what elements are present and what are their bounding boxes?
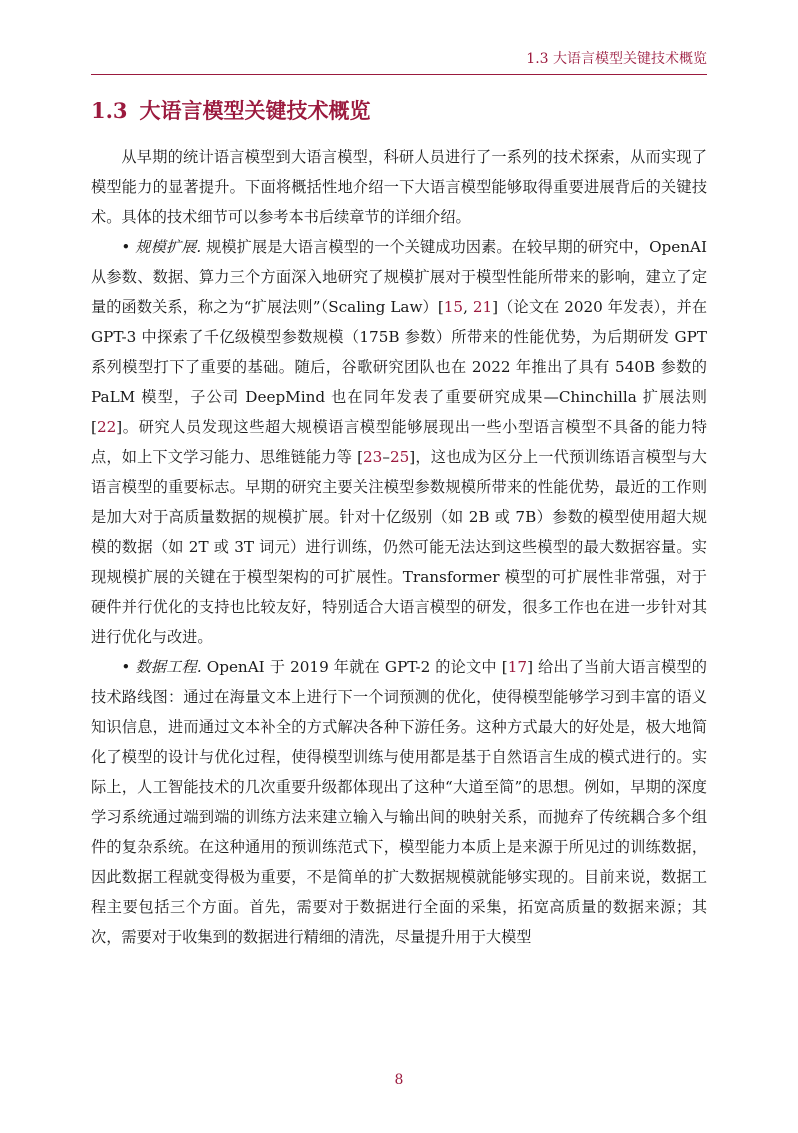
body-text <box>91 142 707 952</box>
running-header-title: 1.3 大语言模型关键技术概览 <box>526 51 707 67</box>
citation-separator: , <box>463 298 473 316</box>
data-engineering-paragraph <box>91 652 707 952</box>
scaling-text-2: ]（论文在 2020 年发表），并在 GPT-3 中探索了千亿级模型参数规模（175B 参数）所带来的性能优势，为后期研发 GPT 系列模型打下了重要的基础。随后，谷歌研究团队也在 2022 年推出了具有 540B 参数的 PaLM 模型，子公司 DeepMind 也在同年发表了重要研究成果—Chinchilla 扩展法则 [ <box>91 298 708 436</box>
section-title: 大语言模型关键技术概览 <box>139 98 371 123</box>
citation-link[interactable]: 25 <box>389 448 410 466</box>
section-number: 1.3 <box>91 98 128 123</box>
citation-link[interactable]: 23 <box>363 448 383 466</box>
section-heading <box>91 96 371 126</box>
page-number: 8 <box>394 1072 404 1088</box>
citation-range-dash: – <box>382 448 390 466</box>
scaling-text-3: ]。研究人员发现这些超大规模语言模型能够展现出一些小型语言模型不具备的能力特点，如上下文学习能力、思维链能力等 [ <box>91 418 707 466</box>
scaling-paragraph <box>91 232 707 652</box>
intro-paragraph: 从早期的统计语言模型到大语言模型，科研人员进行了一系列的技术探索，从而实现了模型能力的显著提升。下面将概括性地介绍一下大语言模型能够取得重要进展背后的关键技术。具体的技术细节可以参考本书后续章节的详细介绍。 <box>91 148 707 226</box>
data-text-2: ] 给出了当前大语言模型的技术路线图：通过在海量文本上进行下一个词预测的优化，使得模型能够学习到丰富的语义知识信息，进而通过文本补全的方式解决各种下游任务。这种方式最大的好处是，极大地简化了模型的设计与优化过程，使得模型训练与使用都是基于自然语言生成的模式进行的。实际上，人工智能技术的几次重要升级都体现出了这种“大道至简”的思想。例如，早期的深度学习系统通过端到端的训练方法来建立输入与输出间的映射关系，而抛弃了传统耦合多个组件的复杂系统。在这种通用的预训练范式下，模型能力本质上是来源于所见过的训练数据，因此数据工程就变得极为重要，不是简单的扩大数据规模就能够实现的。目前来说，数据工程主要包括三个方面。首先，需要对于数据进行全面的采集，拓宽高质量的数据来源；其次，需要对于收集到的数据进行精细的清洗，尽量提升用于大模型 <box>91 658 707 946</box>
bullet-icon: • <box>121 658 131 676</box>
scaling-text-4: ]，这也成为区分上一代预训练语言模型与大语言模型的重要标志。早期的研究主要关注模型参数规模所带来的性能优势，最近的工作则是加大对于高质量数据的规模扩展。针对十亿级别（如 2B 或 7B）参数的模型使用超大规模的数据（如 2T 或 3T 词元）进行训练，仍然可能无法达到这些模型的最大数据容量。实现规模扩展的关键在于模型架构的可扩展性。Transformer 模型的可扩展性非常强，对于硬件并行优化的支持也比较友好，特别适合大语言模型的研发，很多工作也在进一步针对其进行优化与改进。 <box>91 448 707 646</box>
bullet-term-data: 数据工程. <box>135 658 202 676</box>
citation-link[interactable]: 22 <box>96 418 117 436</box>
bullet-icon: • <box>121 238 131 256</box>
bullet-term-scaling: 规模扩展. <box>135 238 202 256</box>
citation-link[interactable]: 17 <box>507 658 528 676</box>
citation-link[interactable]: 21 <box>472 298 493 316</box>
data-text-1: OpenAI 于 2019 年就在 GPT-2 的论文中 [ <box>201 658 508 676</box>
scaling-text-1: 规模扩展是大语言模型的一个关键成功因素。在较早期的研究中，OpenAI 从参数、数据、算力三个方面深入地研究了规模扩展对于模型性能所带来的影响，建立了定量的函数关系，称之为“扩展法则”（Scaling Law）[ <box>91 238 708 316</box>
citation-link[interactable]: 15 <box>443 298 464 316</box>
running-header <box>91 48 707 75</box>
